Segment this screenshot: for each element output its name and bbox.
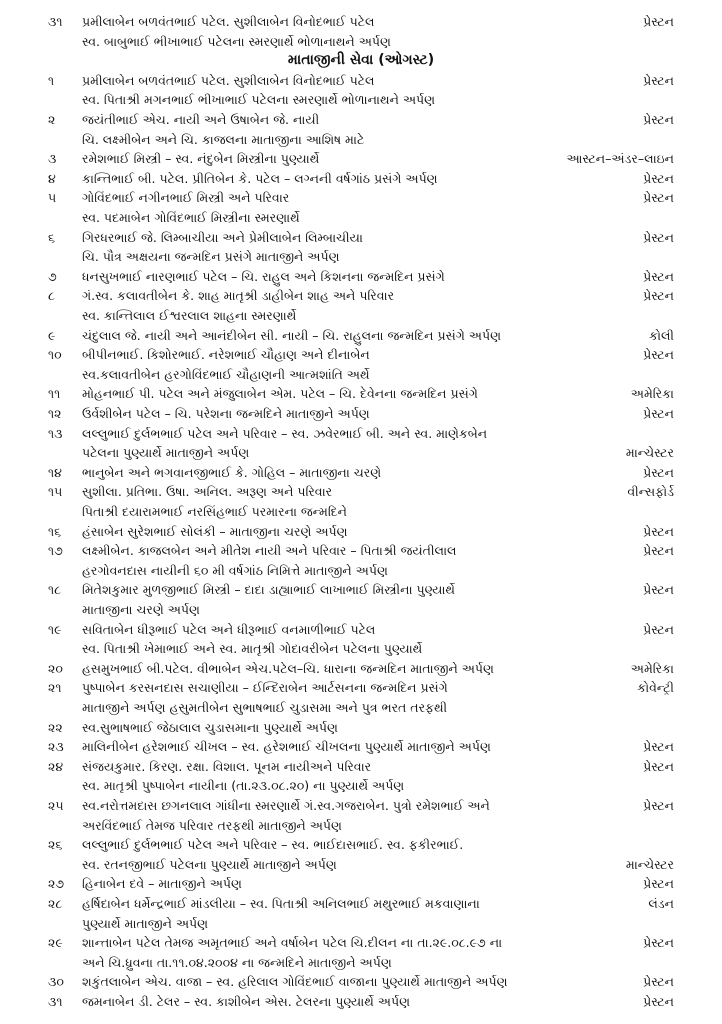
entry-text: ધનસુખભાઈ નારણભાઈ પટેલ – ચિ. રાહુલ અને કિશનના જન્મદિન પ્રસંગે bbox=[82, 268, 445, 284]
entry-text: મિતેશકુમાર મુળજીભાઈ મિસ્ત્રી – દાદા ડાહ્યાભાઈ લાખાભાઈ મિસ્ત્રીના પુણ્યાર્થે bbox=[82, 582, 456, 598]
entry-text: સ્વ. માતૃશ્રી પુષ્પાબેન નાયીના (તા.૨૩.૦૮.૨૦) ના પુણ્યાર્થે અર્પણ bbox=[82, 778, 405, 794]
entry-number: ૨૮ bbox=[48, 896, 63, 911]
list-item bbox=[0, 933, 722, 952]
list-item bbox=[0, 90, 722, 109]
list-item bbox=[0, 32, 722, 51]
entry-number: ૪ bbox=[48, 170, 56, 186]
entry-number: ૨૧ bbox=[48, 680, 62, 696]
list-item bbox=[0, 718, 722, 737]
entry-text: સ્વ. રતનજીભાઈ પટેલના પુણ્યાર્થે માતાજીને અર્પણ bbox=[82, 856, 337, 872]
entry-text: મોહનભાઈ પી. પટેલ અને મંજુલાબેન એમ. પટેલ – ચિ. દેવેનના જન્મદિન પ્રસંગે bbox=[82, 386, 478, 402]
entry-number: ૧૫ bbox=[48, 484, 63, 500]
list-item bbox=[0, 326, 722, 345]
entry-text: સ્વ. પદમાબેન ગોવિંદભાઈ મિસ્ત્રીના સ્મરણાર્થે bbox=[82, 210, 300, 225]
list-item bbox=[0, 267, 722, 286]
list-item bbox=[0, 816, 722, 835]
entry-text: ગોવિંદભાઈ નગીનભાઈ મિસ્ત્રી અને પરિવાર bbox=[82, 190, 290, 206]
entry-number: ૧૬ bbox=[48, 523, 62, 539]
entry-text: હિનાબેન દવે – માતાજીને અર્પણ bbox=[82, 876, 242, 892]
entry-place: કોવેન્ટ્રી bbox=[637, 680, 674, 696]
list-item bbox=[0, 620, 722, 639]
entry-place: પ્રેસ્ટન bbox=[643, 798, 674, 813]
entry-place: પ્રેસ્ટન bbox=[643, 935, 674, 951]
list-item bbox=[0, 12, 722, 31]
entry-number: ૨ bbox=[48, 112, 56, 127]
list-item bbox=[0, 130, 722, 149]
list-item bbox=[0, 286, 722, 305]
entry-number: ૨૫ bbox=[48, 798, 64, 813]
entry-text: ગં.સ્વ. કલાવતીબેન કે. શાહ માતૃશ્રી ડાહીબેન શાહ અને પરિવાર bbox=[82, 288, 395, 304]
entry-text: ઉર્વશીબેન પટેલ – ચિ. પરેશના જન્મદિને માતાજીને અર્પણ bbox=[82, 406, 370, 421]
entry-number: ૧૯ bbox=[48, 621, 62, 637]
entry-text: માલિનીબેન હરેશભાઈ ચીખલ – સ્વ. હરેશભાઈ ચીખલના પુણ્યાર્થે માતાજીને અર્પણ bbox=[82, 739, 491, 755]
entry-place: પ્રેસ્ટન bbox=[643, 229, 674, 245]
entry-place: અમેરિકા bbox=[630, 660, 674, 676]
list-item bbox=[0, 110, 722, 129]
entry-number: ૨૩ bbox=[48, 739, 64, 755]
entry-text: રમેશભાઈ મિસ્ત્રી – સ્વ. નંદુબેન મિસ્ત્રીના પુણ્યાર્થે bbox=[82, 151, 320, 167]
entry-number: ૩૦ bbox=[48, 974, 64, 990]
entry-number: ૯ bbox=[48, 327, 56, 343]
entry-place: કોલી bbox=[649, 327, 674, 343]
entry-text: ચિ. પૌત્ર અક્ષયના જન્મદિન પ્રસંગે માતાજીને અર્પણ bbox=[82, 249, 340, 265]
entry-text: ચંદુલાલ જે. નાયી અને આનંદીબેન સી. નાયી – ચિ. રાહુલના જન્મદિન પ્રસંગે અર્પણ bbox=[82, 327, 501, 343]
entry-place: પ્રેસ્ટન bbox=[643, 170, 674, 186]
entry-number: ૧૧ bbox=[48, 386, 61, 402]
entry-place: વીન્સફોર્ડ bbox=[627, 484, 674, 500]
entry-text: અને ચિ.ધ્રુવના તા.૧૧.૦૪.૨૦૦૪ ના જન્મદિને માતાજીને અર્પણ bbox=[82, 954, 392, 970]
entry-place: પ્રેસ્ટન bbox=[643, 72, 674, 88]
entry-text: જયંતીભાઈ એચ. નાયી અને ઉષાબેન જે. નાયી bbox=[82, 112, 320, 127]
entry-place: પ્રેસ્ટન bbox=[643, 758, 674, 774]
entry-number: ૧૮ bbox=[48, 582, 62, 598]
entry-text: સ્વ. પિતાશ્રી મગનભાઈ ભીખાભાઈ પટેલના સ્મરણાર્થે ભોળાનાથને અર્પણ bbox=[82, 92, 436, 108]
entry-number: ૧૪ bbox=[48, 464, 62, 480]
list-item bbox=[0, 678, 722, 697]
entry-text: સ્વ.નરોત્તમદાસ છગનલાલ ગાંધીના સ્મરણાર્થે ગં.સ્વ.ગજરાબેન. પુત્રો રમેશભાઈ અને bbox=[82, 798, 490, 813]
section-heading: માતાજીની સેવા (ઓગસ્ટ) bbox=[287, 52, 435, 69]
entry-place: આસ્ટન–અંડર–લાઇન bbox=[566, 151, 674, 167]
entry-place: માન્ચેસ્ટર bbox=[625, 445, 674, 461]
entry-place: પ્રેસ્ટન bbox=[643, 876, 674, 892]
list-item bbox=[0, 953, 722, 972]
entry-place: પ્રેસ્ટન bbox=[643, 268, 674, 284]
entry-text: સવિતાબેન ધીરૂભાઈ પટેલ અને ધીરૂભાઈ વનમાળીભાઈ પટેલ bbox=[82, 621, 376, 637]
entry-text: પ્રમીલાબેન બળવંતભાઈ પટેલ. સુશીલાબેન વિનોદભાઈ પટેલ bbox=[82, 72, 375, 88]
list-item bbox=[0, 404, 722, 423]
list-item bbox=[0, 561, 722, 580]
entry-text: શાન્તાબેન પટેલ તેમજ અમૃતભાઈ અને વર્ષાબેન પટેલ ચિ.દીલન ના તા.૨૯.૦૮.૯૭ ના bbox=[82, 935, 503, 951]
list-item bbox=[0, 659, 722, 678]
entry-text: ચિ. લક્ષ્મીબેન અને ચિ. કાજલના માતાજીના આશિષ માટે bbox=[82, 131, 365, 147]
entry-text: સ્વ. બાબુભાઈ ભીખાભાઈ પટેલના સ્મરણાર્થે ભોળાનાથને અર્પણ bbox=[82, 33, 391, 49]
entry-text: શકુંતલાબેન એચ. વાજા – સ્વ. હરિલાલ ગોવિંદભાઈ વાજાના પુણ્યાર્થે માતાજીને અર્પણ bbox=[82, 974, 508, 990]
entry-text: હસમુખભાઈ બી.પટેલ. વીભાબેન એચ.પટેલ–ચિ. ધારાના જન્મદિન માતાજીને અર્પણ bbox=[82, 660, 494, 676]
list-item bbox=[0, 365, 722, 384]
entry-text: સંજયકુમાર. કિરણ. રક્ષા. વિશાલ. પૂનમ નાયીઅને પરિવાર bbox=[82, 758, 372, 774]
entry-place: અમેરિકા bbox=[630, 386, 674, 402]
list-item bbox=[0, 502, 722, 521]
entry-text: સુશીલા. પ્રતિભા. ઉષા. અનિલ. અરૂણ અને પરિવાર bbox=[82, 484, 333, 500]
entry-place: પ્રેસ્ટન bbox=[643, 464, 674, 480]
entry-text: ભાનુબેન અને ભગવાનજીભાઈ કે. ગોહિલ – માતાજીના ચરણે bbox=[82, 464, 382, 480]
entry-text: જમનાબેન ડી. ટેલર – સ્વ. કાશીબેન એસ. ટેલરના પુણ્યાર્થે અર્પણ bbox=[82, 994, 410, 1009]
entry-text: માતાજીના ચરણે અર્પણ bbox=[82, 602, 200, 617]
list-item bbox=[0, 776, 722, 795]
list-item bbox=[0, 600, 722, 619]
list-item bbox=[0, 345, 722, 364]
list-item bbox=[0, 796, 722, 815]
list-item bbox=[0, 894, 722, 913]
entry-place: પ્રેસ્ટન bbox=[643, 190, 674, 206]
list-item bbox=[0, 208, 722, 227]
entry-text: પ્રમીલાબેન બળવંતભાઈ પટેલ. સુશીલાબેન વિનોદભાઈ પટેલ bbox=[82, 14, 375, 29]
list-item bbox=[0, 482, 722, 501]
entry-place: પ્રેસ્ટન bbox=[643, 14, 674, 29]
entry-text: બીપીનભાઈ. કિશોરભાઈ. નરેશભાઈ ચૌહાણ અને દીનાબેન bbox=[82, 347, 370, 363]
entry-text: પુણ્યાર્થે માતાજીને અર્પણ bbox=[82, 915, 209, 931]
list-item bbox=[0, 972, 722, 991]
entry-text: સ્વ.કલાવતીબેન હરગોવિંદભાઈ ચૌહાણની આત્મશાંતિ અર્થે bbox=[82, 366, 370, 382]
entry-place: પ્રેસ્ટન bbox=[643, 994, 674, 1009]
entry-place: માન્ચેસ્ટર bbox=[625, 856, 674, 872]
entry-number: ૨૨ bbox=[48, 719, 63, 735]
list-item bbox=[0, 541, 722, 560]
entry-text: કાન્તિભાઈ બી. પટેલ. પ્રીતિબેન કે. પટેલ – લગ્નની વર્ષગાંઠ પ્રસંગે અર્પણ bbox=[82, 170, 438, 186]
entry-text: પુષ્પાબેન કરસનદાસ સચાણીયા – ઈન્દિરાબેન આર્ટસનના જન્મદિન પ્રસંગે bbox=[82, 680, 448, 696]
entry-place: પ્રેસ્ટન bbox=[643, 543, 674, 559]
entry-number: ૭ bbox=[48, 268, 57, 284]
list-item bbox=[0, 914, 722, 933]
list-item bbox=[0, 874, 722, 893]
entry-number: ૩૧ bbox=[48, 14, 63, 29]
entry-number: ૧૩ bbox=[48, 425, 63, 441]
entry-number: ૩ bbox=[48, 151, 57, 167]
entry-number: ૨૦ bbox=[48, 660, 63, 676]
list-item bbox=[0, 580, 722, 599]
entry-place: પ્રેસ્ટન bbox=[643, 112, 674, 127]
entry-place: લંડન bbox=[648, 896, 674, 911]
entry-number: ૧૨ bbox=[48, 406, 62, 421]
entry-text: લલ્લુભાઈ દુર્લભભાઈ પટેલ અને પરિવાર – સ્વ. ભાઈદાસભાઈ. સ્વ. ફકીરભાઈ. bbox=[82, 837, 464, 853]
entry-text: ગિરધરભાઈ જે. લિમ્બાચીયા અને પ્રેમીલાબેન લિમ્બાચીયા bbox=[82, 229, 363, 245]
entry-number: ૨૪ bbox=[48, 758, 64, 774]
entry-text: લલ્લુભાઈ દુર્લભભાઈ પટેલ અને પરિવાર – સ્વ. ઝવેરભાઈ બી. અને સ્વ. માણેકબેન bbox=[82, 425, 488, 441]
entry-place: પ્રેસ્ટન bbox=[643, 974, 674, 990]
entry-place: પ્રેસ્ટન bbox=[643, 406, 674, 421]
list-item bbox=[0, 169, 722, 188]
entry-place: પ્રેસ્ટન bbox=[643, 347, 674, 363]
list-item bbox=[0, 424, 722, 443]
entry-place: પ્રેસ્ટન bbox=[643, 582, 674, 598]
list-item bbox=[0, 698, 722, 717]
entry-text: સ્વ.સુભાષભાઈ જેઠાલાલ ચુડાસમાના પુણ્યાર્થે અર્પણ bbox=[82, 719, 338, 735]
entry-text: પિતાશ્રી દયારામભાઈ નરસિંહભાઈ પરમારના જન્મદિને bbox=[82, 504, 347, 519]
list-item bbox=[0, 306, 722, 325]
entry-place: પ્રેસ્ટન bbox=[643, 523, 674, 539]
entry-place: પ્રેસ્ટન bbox=[643, 288, 674, 304]
entry-text: સ્વ. કાન્તિલાલ ઈશ્વરલાલ શાહના સ્મરણાર્થે bbox=[82, 308, 297, 323]
entry-text: લક્ષ્મીબેન. કાજલબેન અને મીતેશ નાયી અને પરિવાર – પિતાશ્રી જયંતીલાલ bbox=[82, 543, 457, 559]
entry-number: ૫ bbox=[48, 190, 57, 206]
list-item bbox=[0, 228, 722, 247]
entry-number: ૨૯ bbox=[48, 935, 63, 951]
list-item bbox=[0, 737, 722, 756]
list-item bbox=[0, 384, 722, 403]
entry-text: હંસાબેન સુરેશભાઈ સોલંકી – માતાજીના ચરણે અર્પણ bbox=[82, 523, 348, 539]
list-item bbox=[0, 855, 722, 874]
entry-number: ૧૭ bbox=[48, 543, 63, 559]
list-item bbox=[0, 639, 722, 658]
list-item bbox=[0, 757, 722, 776]
entry-number: ૧ bbox=[48, 72, 55, 88]
entry-text: અરવિંદભાઈ તેમજ પરિવાર તરફથી માતાજીને અર્પણ bbox=[82, 817, 342, 833]
entry-place: પ્રેસ્ટન bbox=[643, 621, 674, 637]
entry-number: ૩૧ bbox=[48, 994, 63, 1009]
entry-text: સ્વ. પિતાશ્રી ખેમાભાઈ અને સ્વ. માતૃશ્રી ગોદાવરીબેન પટેલના પુણ્યાર્થે bbox=[82, 641, 423, 657]
list-item bbox=[0, 522, 722, 541]
entry-text: હર્ષિદાબેન ધર્મેન્દ્રભાઈ માંડલીયા – સ્વ. પિતાશ્રી અનિલભાઈ મથુરભાઈ મકવાણાના bbox=[82, 896, 480, 911]
list-item bbox=[0, 247, 722, 266]
entry-text: માતાજીને અર્પણ હસુમતીબેન સુભાષભાઈ ચુડાસમા અને પુત્ર ભરત તરફથી bbox=[82, 700, 448, 715]
list-item bbox=[0, 835, 722, 854]
entry-place: પ્રેસ્ટન bbox=[643, 739, 674, 755]
entry-number: ૬ bbox=[48, 229, 56, 245]
entry-number: ૨૬ bbox=[48, 837, 63, 853]
entry-number: ૮ bbox=[48, 288, 55, 304]
list-item bbox=[0, 463, 722, 482]
entry-text: પટેલના પુણ્યાર્થે માતાજીને અર્પણ bbox=[82, 445, 250, 461]
list-item bbox=[0, 992, 722, 1011]
entry-number: ૧૦ bbox=[48, 347, 62, 363]
list-item bbox=[0, 149, 722, 168]
entry-text: હરગોવનદાસ નાયીની ૬૦ મી વર્ષગાંઠ નિમિત્તે માતાજીને અર્પણ bbox=[82, 562, 388, 578]
list-item bbox=[0, 188, 722, 207]
list-item bbox=[0, 443, 722, 462]
list-item bbox=[0, 71, 722, 90]
entry-number: ૨૭ bbox=[48, 876, 65, 892]
